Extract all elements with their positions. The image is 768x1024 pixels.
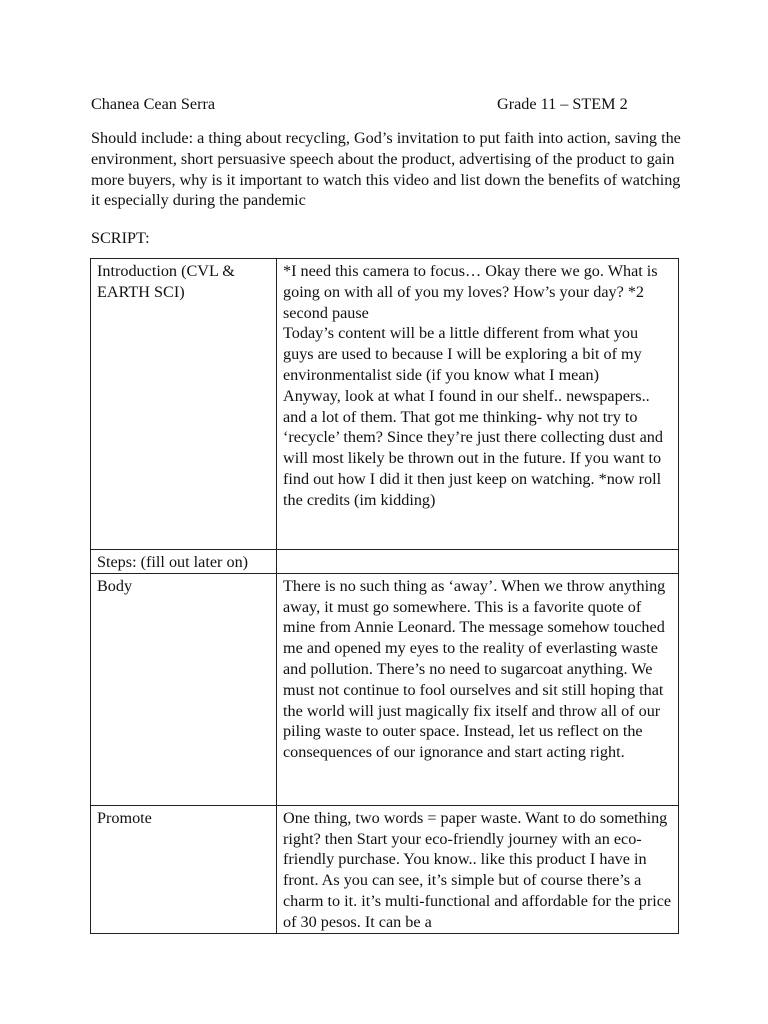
section-cell-body — [91, 573, 277, 805]
section-label: Steps: (fill out later on) — [97, 553, 249, 571]
content-cell-steps — [277, 550, 679, 574]
student-name: Chanea Cean Serra — [91, 95, 216, 113]
table-row-body — [91, 573, 679, 805]
table-row-steps — [91, 550, 679, 574]
script-heading: SCRIPT: — [91, 229, 150, 247]
grade-section: Grade 11 – STEM 2 — [497, 95, 628, 113]
section-label: Introduction (CVL & EARTH SCI) — [97, 262, 235, 301]
section-cell-introduction — [91, 259, 277, 550]
intro-line-2: Today’s content will be a little different from what you guys are used to because I will be exploring a bit of my environmentalist side (if you know what I mean) — [283, 324, 642, 384]
table-row-introduction — [91, 259, 679, 550]
promote-content: One thing, two words = paper waste. Want to do something right? then Start your eco-friendly journey with an eco-friendly purchase. You know.. like this product I have in front. As you can see, it’s simple but of course there’s a charm to it. it’s multi-functional and affordable for the price of 30 pesos. It can be a — [283, 808, 672, 931]
content-cell-body — [277, 573, 679, 805]
section-cell-steps — [91, 550, 277, 574]
body-content: There is no such thing as ‘away’. When we throw anything away, it must go somewhere. This is a favorite quote of mine from Annie Leonard. The message somehow touched me and opened my eyes to the reality of everlasting waste and pollution. There’s no need to sugarcoat anything. We must not continue to fool ourselves and sit still hoping that the world will just magically fix itself and throw all of our piling waste to outer space. Instead, let us reflect on the consequences of our ignorance and start acting right. — [283, 576, 666, 762]
intro-line-3: Anyway, look at what I found in our shelf.. newspapers.. and a lot of them. That got me thinking- why not try to ‘recycle’ them? Since they’re just there collecting dust and will most likely be thrown out in the future. If you want to find out how I did it then just keep on watching. *now roll the credits (im kidding) — [283, 386, 663, 509]
content-cell-promote — [277, 805, 679, 933]
section-label: Body — [97, 576, 133, 595]
section-label: Promote — [97, 808, 152, 827]
instructions-paragraph: Should include: a thing about recycling, God’s invitation to put faith into action, saving the environment, short persuasive speech about the product, advertising of the product to gain more buyers, why is it important to watch this video and list down the benefits of watching it especially during the pandemic — [91, 129, 681, 210]
section-cell-promote — [91, 805, 277, 933]
intro-line-1: *I need this camera to focus… Okay there we go. What is going on with all of you my loves? How’s your day? *2 second pause — [283, 262, 658, 322]
script-table — [90, 258, 679, 934]
content-cell-introduction — [277, 259, 679, 550]
table-row-promote — [91, 805, 679, 933]
